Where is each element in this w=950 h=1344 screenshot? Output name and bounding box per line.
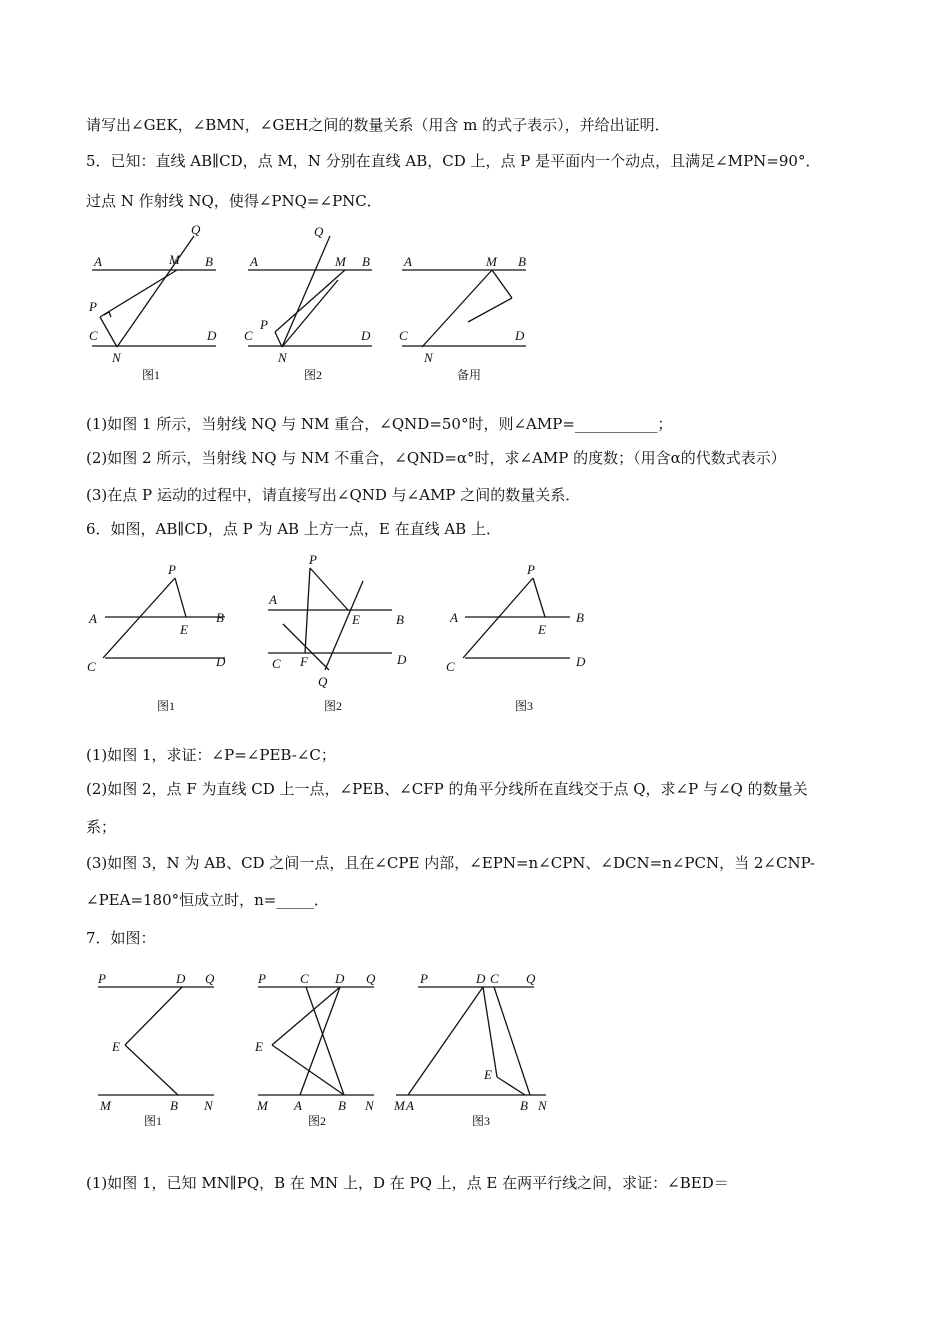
svg-text:C: C	[490, 971, 499, 986]
fig6-3	[446, 562, 586, 713]
problem-5-construction: 过点 N 作射线 NQ，使得∠PNQ=∠PNC．	[86, 192, 382, 210]
fig5-caption-2: 图2	[304, 368, 323, 382]
svg-text:A: A	[450, 610, 458, 625]
svg-text:D: D	[576, 654, 586, 669]
svg-text:N: N	[365, 1098, 374, 1113]
svg-text:Q: Q	[366, 971, 376, 986]
problem-7-statement: 7．如图：	[86, 929, 156, 947]
problem-6-part-3: (3)如图 3，N 为 AB、CD 之间一点，且在∠CPE 内部，∠EPN=n∠CPN、∠DCN=n∠PCN，当 2∠CNP-	[86, 854, 815, 872]
svg-text:A: A	[94, 254, 102, 269]
fig6-caption-1: 图1	[157, 699, 176, 713]
svg-text:A: A	[294, 1098, 302, 1113]
svg-text:B: B	[362, 254, 370, 269]
svg-text:P: P	[527, 562, 535, 577]
svg-text:E: E	[538, 622, 546, 637]
svg-text:B: B	[216, 610, 224, 625]
fig7-1	[97, 971, 215, 1128]
svg-text:D: D	[335, 971, 345, 986]
svg-text:Q: Q	[191, 222, 201, 237]
svg-text:C: C	[446, 659, 455, 674]
fig6-2	[268, 552, 407, 713]
svg-text:B: B	[338, 1098, 346, 1113]
problem-6-part-3-cont: ∠PEA=180°恒成立时，n=_____．	[86, 891, 329, 909]
svg-text:B: B	[170, 1098, 178, 1113]
fig5-1	[88, 222, 217, 382]
svg-text:E: E	[112, 1039, 120, 1054]
fig5-caption-1: 图1	[142, 368, 161, 382]
svg-text:N: N	[424, 350, 433, 365]
svg-text:M: M	[486, 254, 497, 269]
text-line-1: 请写出∠GEK，∠BMN，∠GEH之间的数量关系（用含 m 的式子表示），并给出证明．	[86, 116, 670, 134]
fig7-caption-1: 图1	[144, 1114, 163, 1128]
fig7-caption-2: 图2	[308, 1114, 327, 1128]
svg-text:C: C	[87, 659, 96, 674]
svg-text:N: N	[278, 350, 287, 365]
problem-6-statement: 6．如图，AB∥CD，点 P 为 AB 上方一点，E 在直线 AB 上．	[86, 520, 501, 538]
svg-text:N: N	[204, 1098, 213, 1113]
svg-text:Q: Q	[205, 971, 215, 986]
svg-text:D: D	[176, 971, 186, 986]
problem-7-figures	[90, 965, 560, 1135]
svg-text:A: A	[269, 592, 277, 607]
svg-text:D: D	[361, 328, 371, 343]
fig6-caption-2: 图2	[324, 699, 343, 713]
svg-text:C: C	[244, 328, 253, 343]
problem-7-part-1: (1)如图 1，已知 MN∥PQ，B 在 MN 上，D 在 PQ 上，点 E 在两平行线之间，求证：∠BED＝	[86, 1174, 729, 1192]
svg-text:Q: Q	[318, 674, 328, 689]
svg-text:E: E	[180, 622, 188, 637]
svg-text:M: M	[257, 1098, 268, 1113]
svg-text:N: N	[112, 350, 121, 365]
fig7-3	[393, 971, 548, 1128]
svg-text:P: P	[309, 552, 317, 567]
svg-text:B: B	[576, 610, 584, 625]
svg-text:A: A	[250, 254, 258, 269]
svg-text:B: B	[205, 254, 213, 269]
svg-text:E: E	[255, 1039, 263, 1054]
svg-text:D: D	[207, 328, 217, 343]
svg-text:P: P	[98, 971, 106, 986]
svg-text:N: N	[538, 1098, 547, 1113]
fig6-1	[87, 562, 226, 713]
problem-5-part-3: (3)在点 P 运动的过程中，请直接写出∠QND 与∠AMP 之间的数量关系．	[86, 486, 581, 504]
svg-text:A: A	[89, 611, 97, 626]
fig5-2	[244, 224, 372, 382]
problem-5-part-1: (1)如图 1 所示，当射线 NQ 与 NM 重合，∠QND=50°时，则∠AMP=___________；	[86, 415, 673, 433]
svg-text:A: A	[406, 1098, 414, 1113]
fig6-caption-3: 图3	[515, 699, 534, 713]
svg-text:A: A	[404, 254, 412, 269]
problem-6-figures	[80, 548, 600, 723]
svg-text:P: P	[260, 317, 268, 332]
svg-text:F: F	[300, 654, 308, 669]
svg-text:M: M	[335, 254, 346, 269]
svg-text:C: C	[272, 656, 281, 671]
svg-text:B: B	[518, 254, 526, 269]
problem-5-figures	[80, 222, 540, 392]
svg-text:C: C	[89, 328, 98, 343]
svg-text:P: P	[258, 971, 266, 986]
fig7-caption-3: 图3	[472, 1114, 491, 1128]
svg-text:Q: Q	[314, 224, 324, 239]
svg-text:E: E	[484, 1067, 492, 1082]
problem-5-part-2: (2)如图 2 所示，当射线 NQ 与 NM 不重合，∠QND=α°时，求∠AMP 的度数；（用含α的代数式表示）	[86, 449, 786, 467]
svg-text:M: M	[394, 1098, 405, 1113]
svg-text:B: B	[396, 612, 404, 627]
svg-text:M: M	[169, 252, 180, 267]
svg-text:D: D	[216, 654, 226, 669]
fig5-caption-3: 备用	[457, 368, 482, 382]
svg-text:C: C	[399, 328, 408, 343]
svg-text:D: D	[397, 652, 407, 667]
problem-6-part-1: (1)如图 1，求证：∠P=∠PEB-∠C；	[86, 746, 336, 764]
svg-text:D: D	[515, 328, 525, 343]
svg-text:E: E	[352, 612, 360, 627]
svg-text:C: C	[300, 971, 309, 986]
svg-text:P: P	[420, 971, 428, 986]
svg-text:Q: Q	[526, 971, 536, 986]
svg-text:P: P	[168, 562, 176, 577]
svg-text:M: M	[100, 1098, 111, 1113]
svg-text:P: P	[89, 299, 97, 314]
problem-5-statement: 5．已知：直线 AB∥CD，点 M，N 分别在直线 AB，CD 上，点 P 是平面内一个动点，且满足∠MPN=90°．	[86, 152, 821, 170]
svg-text:B: B	[520, 1098, 528, 1113]
fig7-2	[254, 971, 376, 1128]
fig5-3	[399, 254, 526, 382]
problem-6-part-2-cont: 系；	[86, 818, 117, 836]
svg-text:D: D	[476, 971, 486, 986]
problem-6-part-2: (2)如图 2，点 F 为直线 CD 上一点，∠PEB、∠CFP 的角平分线所在直线交于点 Q，求∠P 与∠Q 的数量关	[86, 780, 808, 798]
